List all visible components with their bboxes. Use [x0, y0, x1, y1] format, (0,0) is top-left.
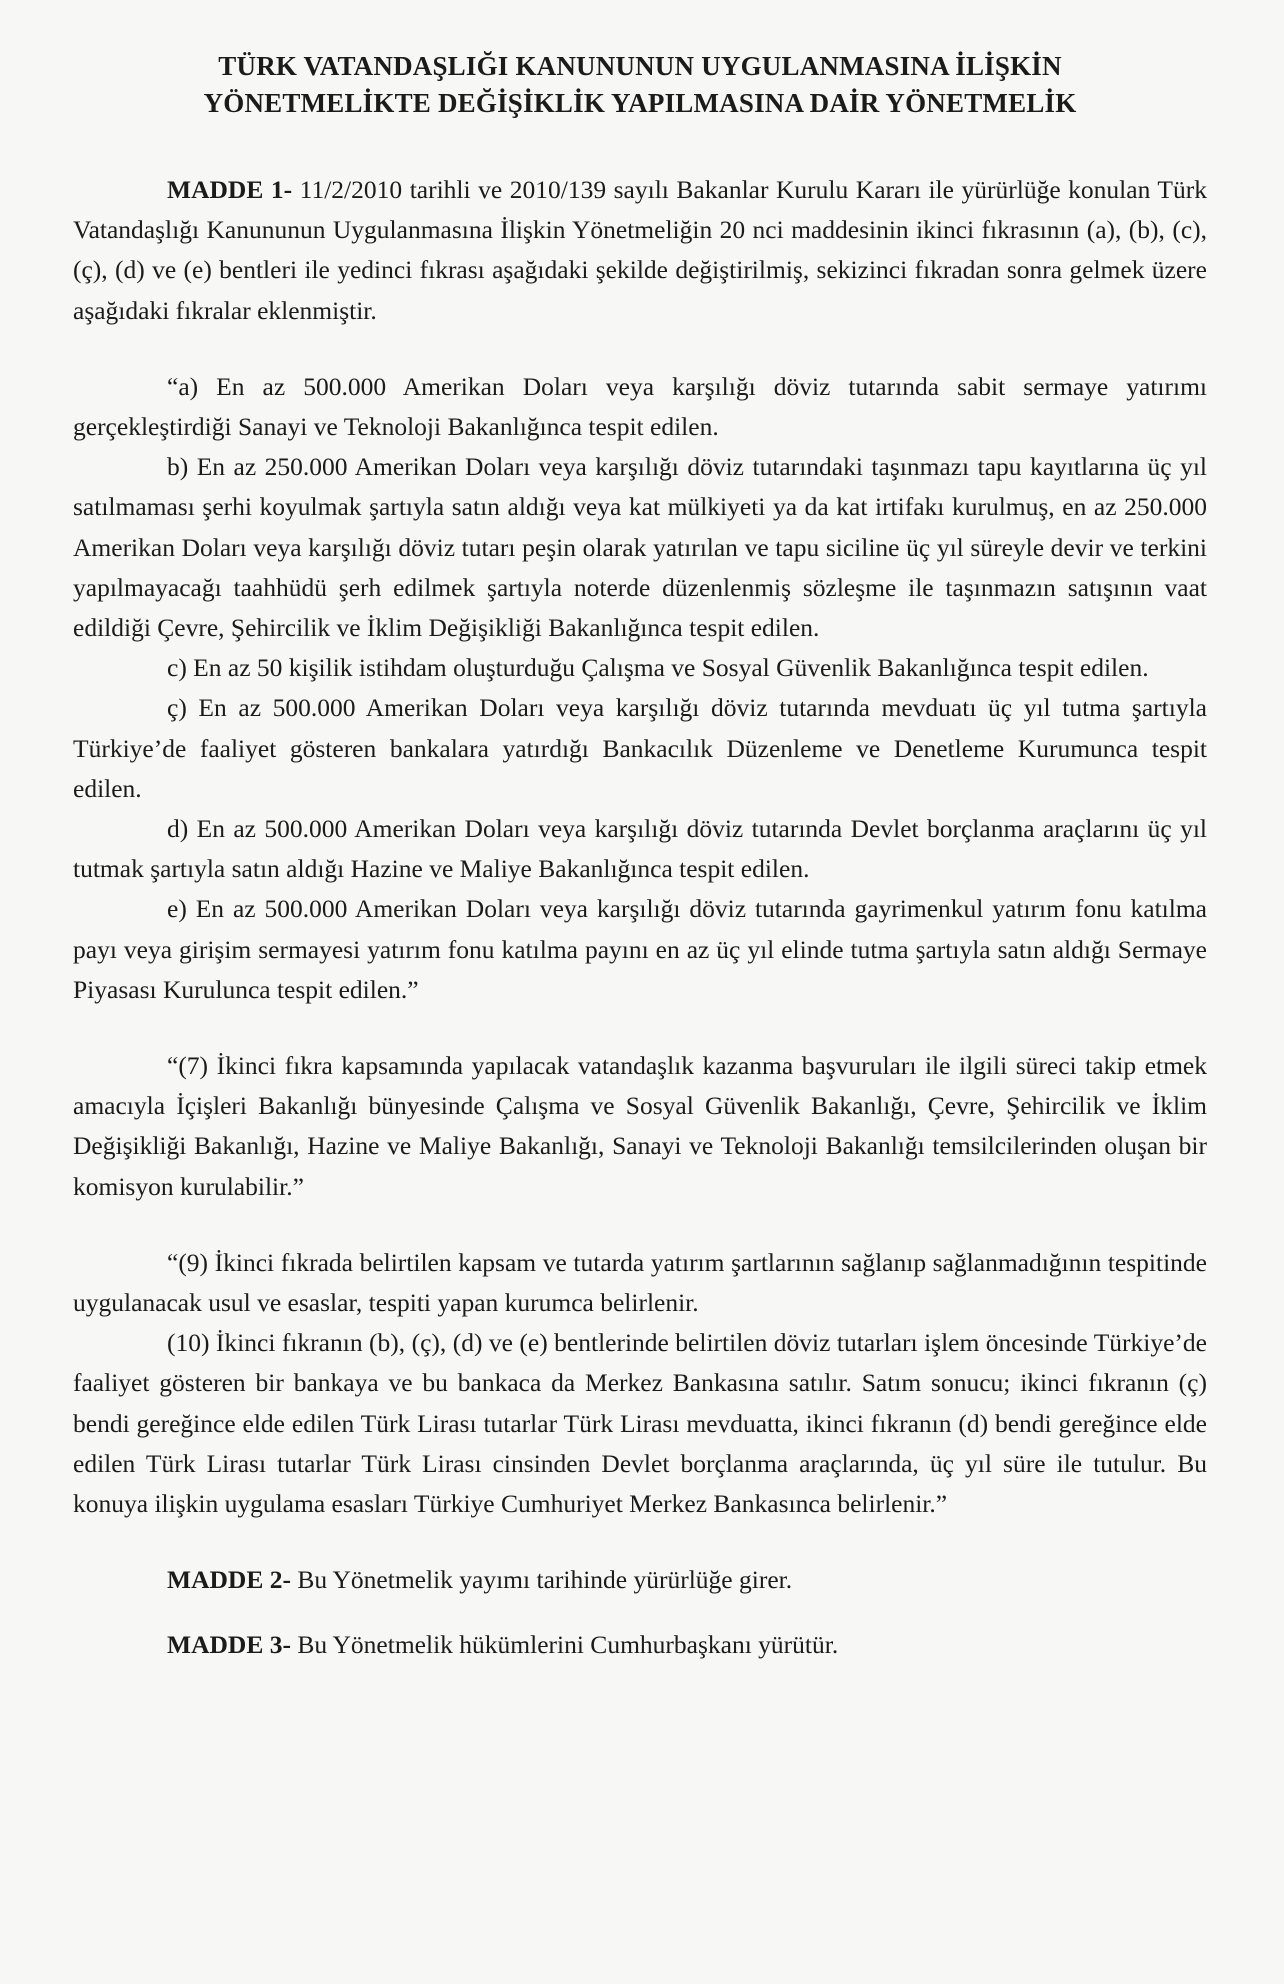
- madde-2-label: MADDE 2-: [167, 1565, 291, 1595]
- madde-1-label: MADDE 1-: [167, 175, 293, 204]
- fikra-7-paragraph: “(7) İkinci fıkra kapsamında yapılacak vatandaşlık kazanma başvuruları ile ilgili süreci takip etmek amacıyla İçişleri Bakanlığı bünyesinde Çalışma ve Sosyal Güvenlik Bakanlığı, Çevre, Şehircilik ve İklim Değişikliği Bakanlığı, Hazine ve Maliye Bakanlığı, Sanayi ve Teknoloji Bakanlığı temsilcilerinden oluşan bir komisyon kurulabilir.”: [73, 1051, 1207, 1201]
- bent-c-paragraph: c) En az 50 kişilik istihdam oluşturduğu Çalışma ve Sosyal Güvenlik Bakanlığınca tespit edilen.: [167, 653, 1149, 683]
- spacer: [73, 1524, 1207, 1560]
- document-body: [73, 48, 1207, 1665]
- madde-3-text: Bu Yönetmelik hükümlerini Cumhurbaşkanı yürütür.: [297, 1629, 839, 1659]
- fikra-10-paragraph: (10) İkinci fıkranın (b), (ç), (d) ve (e) bentlerinde belirtilen döviz tutarları işlem öncesinde Türkiye’de faaliyet gösteren bir bankaya ve bu bankaca da Merkez Bankasına satılır. Satım sonucu; ikinci fıkranın (ç) bendi gereğince elde edilen Türk Lirası tutarlar Türk Lirası mevduatta, ikinci fıkranın (d) bendi gereğince elde edilen Türk Lirası tutarlar Türk Lirası cinsinden Devlet borçlanma araçlarında, üç yıl süre ile tutulur. Bu konuya ilişkin uygulama esasları Türkiye Cumhuriyet Merkez Bankasınca belirlenir.”: [73, 1328, 1207, 1519]
- madde-3-label: MADDE 3-: [167, 1629, 291, 1659]
- document-title: [73, 48, 1207, 122]
- madde-3-paragraph: [73, 1625, 1207, 1665]
- spacer: [73, 1207, 1207, 1243]
- fikra-9-paragraph: “(9) İkinci fıkrada belirtilen kapsam ve tutarda yatırım şartlarının sağlanıp sağlanmadığının tespitinde uygulanacak usul ve esaslar, tespiti yapan kurumca belirlenir.: [73, 1247, 1207, 1318]
- madde-2-text: Bu Yönetmelik yayımı tarihinde yürürlüğe girer.: [297, 1565, 793, 1595]
- bent-a-paragraph: “a) En az 500.000 Amerikan Doları veya karşılığı döviz tutarında sabit sermaye yatırımı gerçekleştirdiği Sanayi ve Teknoloji Bakanlığınca tespit edilen.: [73, 371, 1207, 442]
- bent-b-paragraph: b) En az 250.000 Amerikan Doları veya karşılığı döviz tutarındaki taşınmazı tapu kayıtlarına üç yıl satılmaması şerhi koyulmak şartıyla satın aldığı veya kat mülkiyeti ya da kat irtifakı kurulmuş, en az 250.000 Amerikan Doları veya karşılığı döviz tutarı peşin olarak yatırılan ve tapu siciline üç yıl süreyle devir ve terkini yapılmayacağı taahhüdü şerh edilmek şartıyla noterde düzenlenmiş sözleşme ile taşınmazın satışının vaat edildiği Çevre, Şehircilik ve İklim Değişikliği Bakanlığınca tespit edilen.: [73, 452, 1207, 643]
- title-line-1: TÜRK VATANDAŞLIĞI KANUNUNUN UYGULANMASINA İLİŞKİN: [218, 51, 1062, 81]
- bent-d-paragraph: d) En az 500.000 Amerikan Doları veya karşılığı döviz tutarında Devlet borçlanma araçlarını üç yıl tutmak şartıyla satın aldığı Hazine ve Maliye Bakanlığınca tespit edilen.: [73, 814, 1207, 884]
- madde-1-text: 11/2/2010 tarihli ve 2010/139 sayılı Bakanlar Kurulu Kararı ile yürürlüğe konulan Türk Vatandaşlığı Kanununun Uygulanmasına İlişkin Yönetmeliğin 20 nci maddesinin ikinci fıkrasının (a), (b), (c), (ç), (d) ve (e) bentleri ile yedinci fıkrası aşağıdaki şekilde değiştirilmiş, sekizinci fıkradan sonra gelmek üzere aşağıdaki fıkralar eklenmiştir.: [73, 175, 1207, 325]
- title-line-2: YÖNETMELİKTE DEĞİŞİKLİK YAPILMASINA DAİR YÖNETMELİK: [203, 88, 1077, 118]
- madde-2-paragraph: [73, 1560, 1207, 1600]
- spacer: [73, 1601, 1207, 1625]
- spacer: [73, 331, 1207, 367]
- bent-cc-paragraph: ç) En az 500.000 Amerikan Doları veya karşılığı döviz tutarında mevduatı üç yıl tutma şartıyla Türkiye’de faaliyet gösteren bankalara yatırdığı Bankacılık Düzenleme ve Denetleme Kurumunca tespit edilen.: [73, 693, 1207, 803]
- bent-e-paragraph: e) En az 500.000 Amerikan Doları veya karşılığı döviz tutarında gayrimenkul yatırım fonu katılma payı veya girişim sermayesi yatırım fonu katılma payını en az üç yıl elinde tutma şartıyla satın aldığı Sermaye Piyasası Kurulunca tespit edilen.”: [73, 894, 1207, 1004]
- spacer: [73, 1010, 1207, 1046]
- madde-1-paragraph: [73, 170, 1207, 331]
